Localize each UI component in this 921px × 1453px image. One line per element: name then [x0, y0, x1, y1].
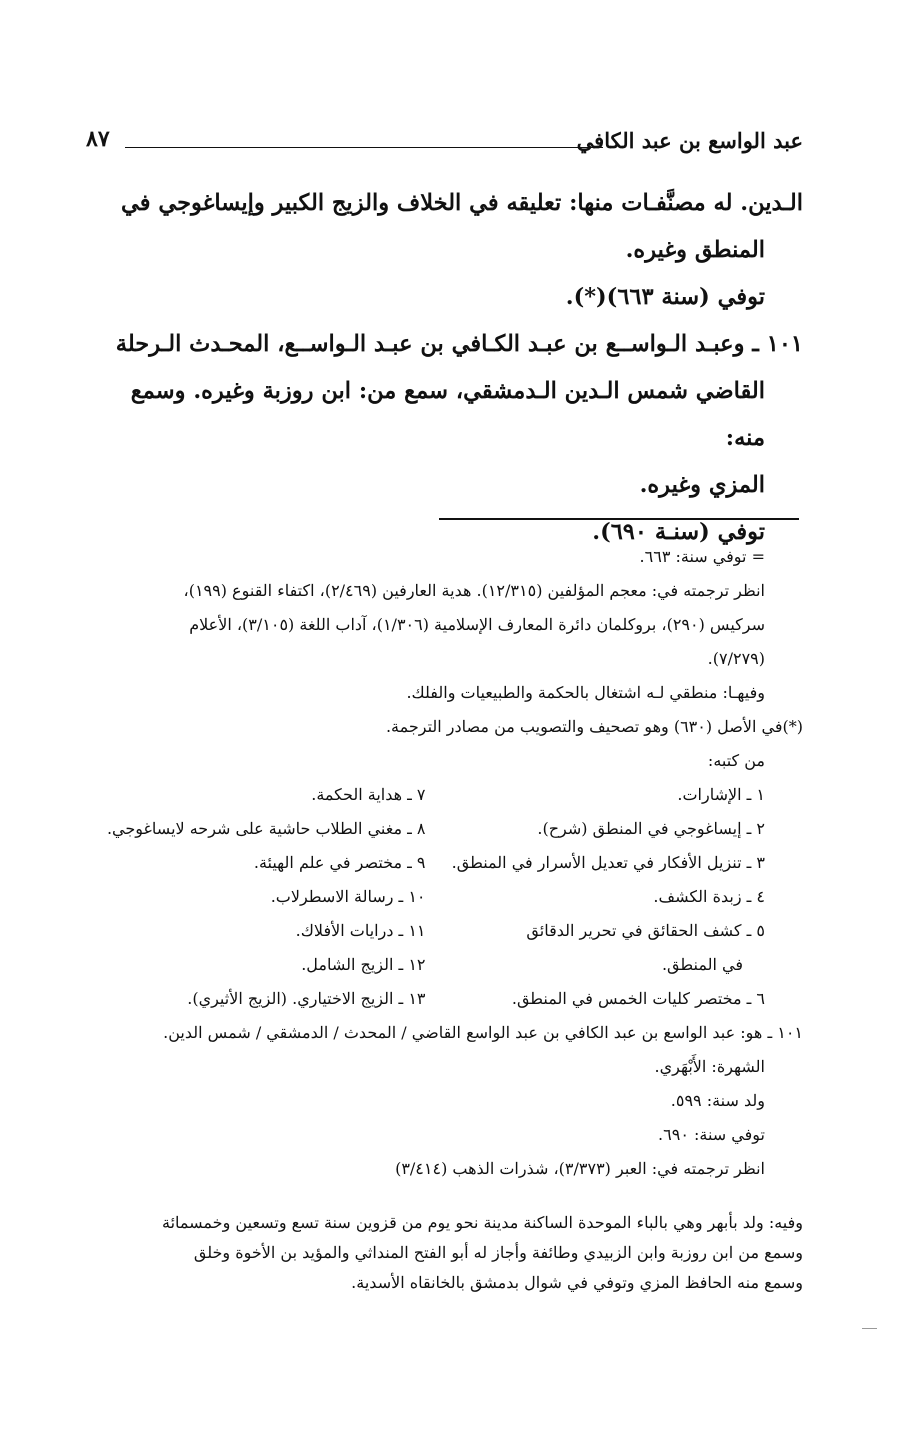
- footnote-line: الشهرة: الأَبْهَري.: [654, 1057, 765, 1076]
- page-number: ٨٧: [86, 126, 110, 152]
- header-rule: [125, 147, 603, 148]
- main-line: القاضي شمس الـدين الـدمشقي، سمع من: ابن روزبة وغيره. وسمع منه:: [130, 378, 765, 451]
- footnotes: [86, 540, 803, 1186]
- book-item: ٢ ـ إيساغوجي في المنطق (شرح).: [537, 819, 765, 838]
- footnote-101-heading: ١٠١ ـ هو: عبد الواسع بن عبد الكافي بن عبد الواسع القاضي / المحدث / الدمشقي / شمس الدين.: [163, 1023, 803, 1042]
- main-text: [88, 180, 803, 556]
- footnote-line: وفيهـا: منطقي لـه اشتغال بالحكمة والطبيعيات والفلك.: [406, 683, 765, 702]
- source-line: وفيه: ولد بأبهر وهي بالباء الموحدة الساكنة مدينة نحو يوم من قزوين سنة تسع وتسعين وخمسمائة: [162, 1213, 803, 1232]
- book-item: ٧ ـ هداية الحكمة.: [311, 785, 426, 804]
- books-column-left: [86, 778, 426, 1016]
- book-item: ١١ ـ درايات الأفلاك.: [295, 921, 426, 940]
- book-item: ٨ ـ مغني الطلاب حاشية على شرحه لايساغوجي.: [106, 819, 426, 838]
- footnote-separator: [439, 518, 799, 520]
- main-line: الـدين. له مصنَّفـات منها: تعليقه في الخلاف والزيج الكبير وإيساغوجي في: [121, 190, 803, 216]
- books-column-right: [426, 778, 766, 1016]
- source-line: وسمع منه الحافظ المزي وتوفي في شوال بدمشق بالخانقاه الأسدية.: [351, 1273, 803, 1292]
- books-heading: من كتبه:: [707, 751, 765, 770]
- book-item: ١٢ ـ الزيج الشامل.: [301, 955, 426, 974]
- book-item: ٣ ـ تنزيل الأفكار في تعديل الأسرار في المنطق.: [451, 853, 765, 872]
- book-item: ٤ ـ زبدة الكشف.: [653, 887, 765, 906]
- margin-mark: [862, 1328, 877, 1329]
- footnote-line: = توفي سنة: ٦٦٣.: [639, 547, 765, 566]
- entry-heading-101: ١٠١ ـ وعبـد الـواســع بن عبـد الكـافي بن عبـد الـواســع، المحـدث الـرحلة: [115, 331, 803, 357]
- books-list: [86, 778, 803, 1016]
- book-item: ١٠ ـ رسالة الاسطرلاب.: [270, 887, 426, 906]
- main-line: المزي وغيره.: [639, 472, 765, 498]
- footnote-line: ولد سنة: ٥٩٩.: [670, 1091, 765, 1110]
- main-line: توفي (سنة ٦٦٣)(*).: [565, 284, 765, 310]
- footnote-asterisk-note: (*)في الأصل (٦٣٠) وهو تصحيف والتصويب من مصادر الترجمة.: [385, 717, 803, 736]
- footnote-line: انظر ترجمته في: العبر (٣/٣٧٣)، شذرات الذهب (٣/٤١٤): [395, 1159, 765, 1178]
- source-line: وسمع من ابن روزبة وابن الزبيدي وطائفة وأجاز له أبو الفتح المنداثي والمؤيد بن الأخوة وخلق: [193, 1243, 803, 1262]
- footnote-line: توفي سنة: ٦٩٠.: [658, 1125, 765, 1144]
- footnote-line: (٧/٢٧٩).: [707, 649, 765, 668]
- book-item: ١٣ ـ الزيج الاختياري. (الزيج الأثيري).: [187, 989, 426, 1008]
- book-item: ٥ ـ كشف الحقائق في تحرير الدقائق: [526, 921, 765, 940]
- footnote-line: سركيس (٢٩٠)، بروكلمان دائرة المعارف الإسلامية (١/٣٠٦)، آداب اللغة (٣/١٠٥)، الأعلام: [189, 615, 765, 634]
- main-line: توفي (سنـة ٦٩٠).: [592, 519, 765, 545]
- book-item: ٦ ـ مختصر كليات الخمس في المنطق.: [511, 989, 765, 1008]
- main-line: المنطق وغيره.: [625, 237, 765, 263]
- footnote-line: انظر ترجمته في: معجم المؤلفين (١٢/٣١٥). هدية العارفين (٢/٤٦٩)، اكتفاء القنوع (١٩٩)،: [183, 581, 765, 600]
- book-item: ٩ ـ مختصر في علم الهيئة.: [253, 853, 426, 872]
- running-header-title: عبد الواسع بن عبد الكافي: [576, 128, 803, 153]
- source-quote: [86, 1208, 803, 1298]
- book-item: ١ ـ الإشارات.: [677, 785, 765, 804]
- book-item-continuation: في المنطق.: [661, 955, 743, 974]
